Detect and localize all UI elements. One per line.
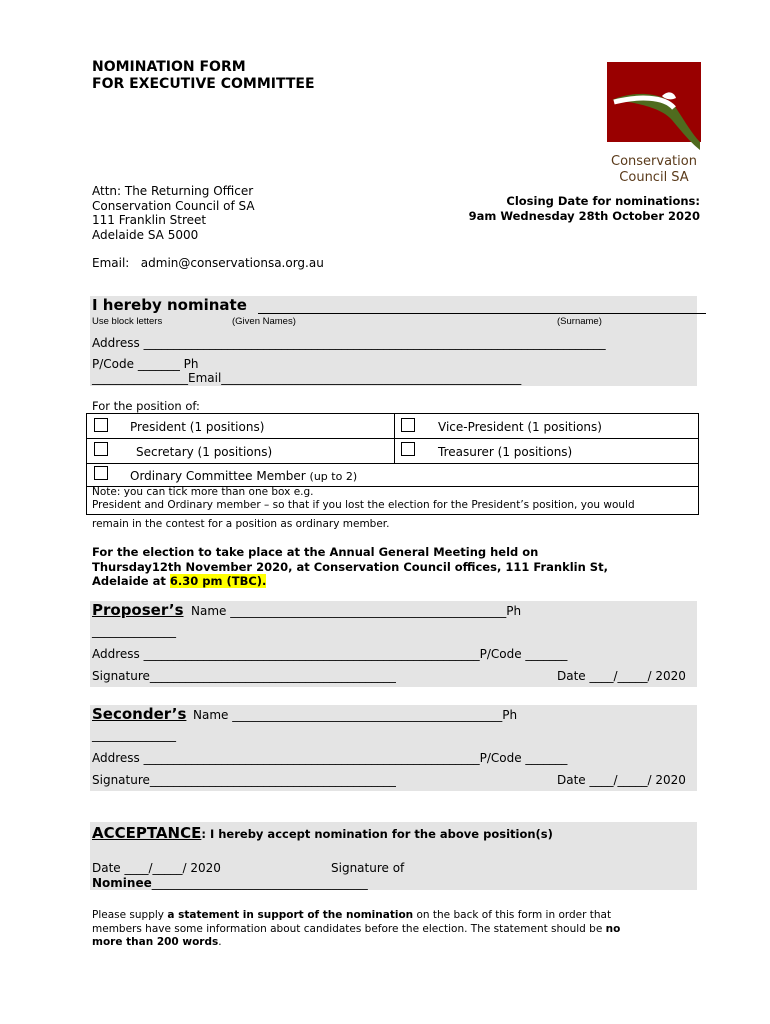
footer-line-2 [92, 923, 620, 937]
nominee-label: Nominee [92, 876, 152, 890]
title-line-1: NOMINATION FORM [92, 59, 246, 75]
proposer-signature-field[interactable]: Signature_________________________________________ [92, 669, 396, 683]
footer-text-1c: on the back of this form in order that [413, 909, 612, 921]
footer-instructions [92, 909, 620, 950]
ordinary-member-label [130, 469, 357, 483]
logo-mark-icon [604, 62, 704, 152]
footer-text-1a: Please supply [92, 909, 168, 921]
nominee-pcode-ph-field[interactable]: P/Code _______ Ph [92, 357, 199, 371]
proposer-heading: Proposer’s [92, 601, 184, 619]
email-address[interactable]: admin@conservationsa.org.au [140, 256, 324, 270]
seconder-address-field[interactable]: Address ________________________________________________________P/Code _______ [92, 751, 568, 765]
acceptance-heading: ACCEPTANCE [92, 824, 202, 842]
nominee-signature-row[interactable] [92, 876, 368, 890]
logo-line-1: Conservation [611, 154, 697, 169]
hint-given-names: (Given Names) [232, 316, 296, 327]
email-label: Email: [92, 256, 130, 270]
ordinary-member-count: (up to 2) [309, 470, 358, 483]
note-line-2: President and Ordinary member – so that if you lost the election for the President’s position, you would [92, 499, 635, 511]
footer-line-1 [92, 909, 620, 923]
ordinary-member-checkbox[interactable] [94, 466, 108, 480]
proposer-address-field[interactable]: Address ________________________________________________________P/Code _______ [92, 647, 568, 661]
election-line-2: Thursday12th November 2020, at Conservation Council offices, 111 Franklin St, [92, 559, 608, 574]
title-line-2: FOR EXECUTIVE COMMITTEE [92, 76, 315, 92]
acceptance-date-field[interactable]: Date ____/_____/ 2020 [92, 861, 221, 875]
acceptance-heading-row [92, 823, 553, 842]
seconder-signature-field[interactable]: Signature_________________________________________ [92, 773, 396, 787]
treasurer-checkbox[interactable] [401, 442, 415, 456]
president-label: President (1 positions) [130, 420, 265, 434]
address-line-4: Adelaide SA 5000 [92, 227, 199, 242]
election-line-1: For the election to take place at the Annual General Meeting held on [92, 545, 539, 559]
note-line-3: remain in the contest for a position as ordinary member. [92, 518, 390, 530]
hint-block-letters: Use block letters [92, 316, 163, 327]
hint-surname: (Surname) [557, 316, 602, 327]
nominee-signature-line[interactable]: ____________________________________ [151, 876, 368, 890]
acceptance-statement: : I hereby accept nomination for the above position(s) [201, 827, 553, 841]
email-row [92, 256, 324, 270]
closing-line-1: Closing Date for nominations: [506, 194, 700, 208]
proposer-name-ph-field[interactable]: Name ______________________________________________Ph [191, 604, 522, 618]
footer-line-3 [92, 936, 620, 950]
note-line-1: Note: you can tick more than one box e.g. [92, 486, 314, 498]
footer-text-3-end: . [218, 936, 222, 948]
nominate-heading: I hereby nominate [92, 296, 247, 314]
ordinary-member-text: Ordinary Committee Member [130, 469, 306, 483]
election-line-3 [92, 574, 608, 589]
closing-line-2: 9am Wednesday 28th October 2020 [468, 208, 700, 223]
footer-text-2a: members have some information about candidates before the election. The statement should be [92, 922, 606, 935]
form-title [92, 59, 315, 93]
footer-text-3: more than 200 words [92, 936, 219, 948]
positions-note [92, 486, 635, 531]
footer-text-1b: a statement in support of the nomination [167, 909, 414, 921]
logo-line-2: Council SA [619, 170, 689, 185]
nominee-name-field[interactable] [258, 313, 706, 314]
position-label: For the position of: [92, 399, 200, 413]
footer-text-2b: no [605, 922, 621, 935]
nominee-email-field[interactable]: ________________Email__________________________________________________ [92, 371, 522, 385]
proposer-ph-continued[interactable]: ______________ [92, 624, 176, 638]
seconder-heading: Seconder’s [92, 705, 187, 723]
address-line-2: Conservation Council of SA [92, 198, 255, 213]
president-checkbox[interactable] [94, 418, 108, 432]
signature-of-label: Signature of [331, 861, 405, 875]
secretary-label: Secretary (1 positions) [136, 445, 273, 459]
seconder-name-ph-field[interactable]: Name _____________________________________________Ph [193, 708, 518, 722]
address-line-1: Attn: The Returning Officer [92, 184, 254, 198]
vice-president-label: Vice-President (1 positions) [438, 420, 602, 434]
nominee-address-field[interactable]: Address _____________________________________________________________________________ [92, 336, 606, 350]
vice-president-checkbox[interactable] [401, 418, 415, 432]
meeting-time-highlight: 6.30 pm (TBC). [169, 574, 267, 588]
election-details [92, 545, 608, 589]
seconder-ph-continued[interactable]: ______________ [92, 728, 176, 742]
logo-text [604, 154, 704, 186]
closing-date [469, 194, 700, 223]
seconder-date-field[interactable]: Date ____/_____/ 2020 [557, 773, 686, 787]
conservation-council-logo [604, 62, 704, 186]
proposer-date-field[interactable]: Date ____/_____/ 2020 [557, 669, 686, 683]
treasurer-label: Treasurer (1 positions) [438, 445, 573, 459]
election-line-3-prefix: Adelaide at [92, 574, 170, 588]
returning-officer-address [92, 184, 255, 242]
address-line-3: 111 Franklin Street [92, 213, 207, 227]
secretary-checkbox[interactable] [94, 442, 108, 456]
